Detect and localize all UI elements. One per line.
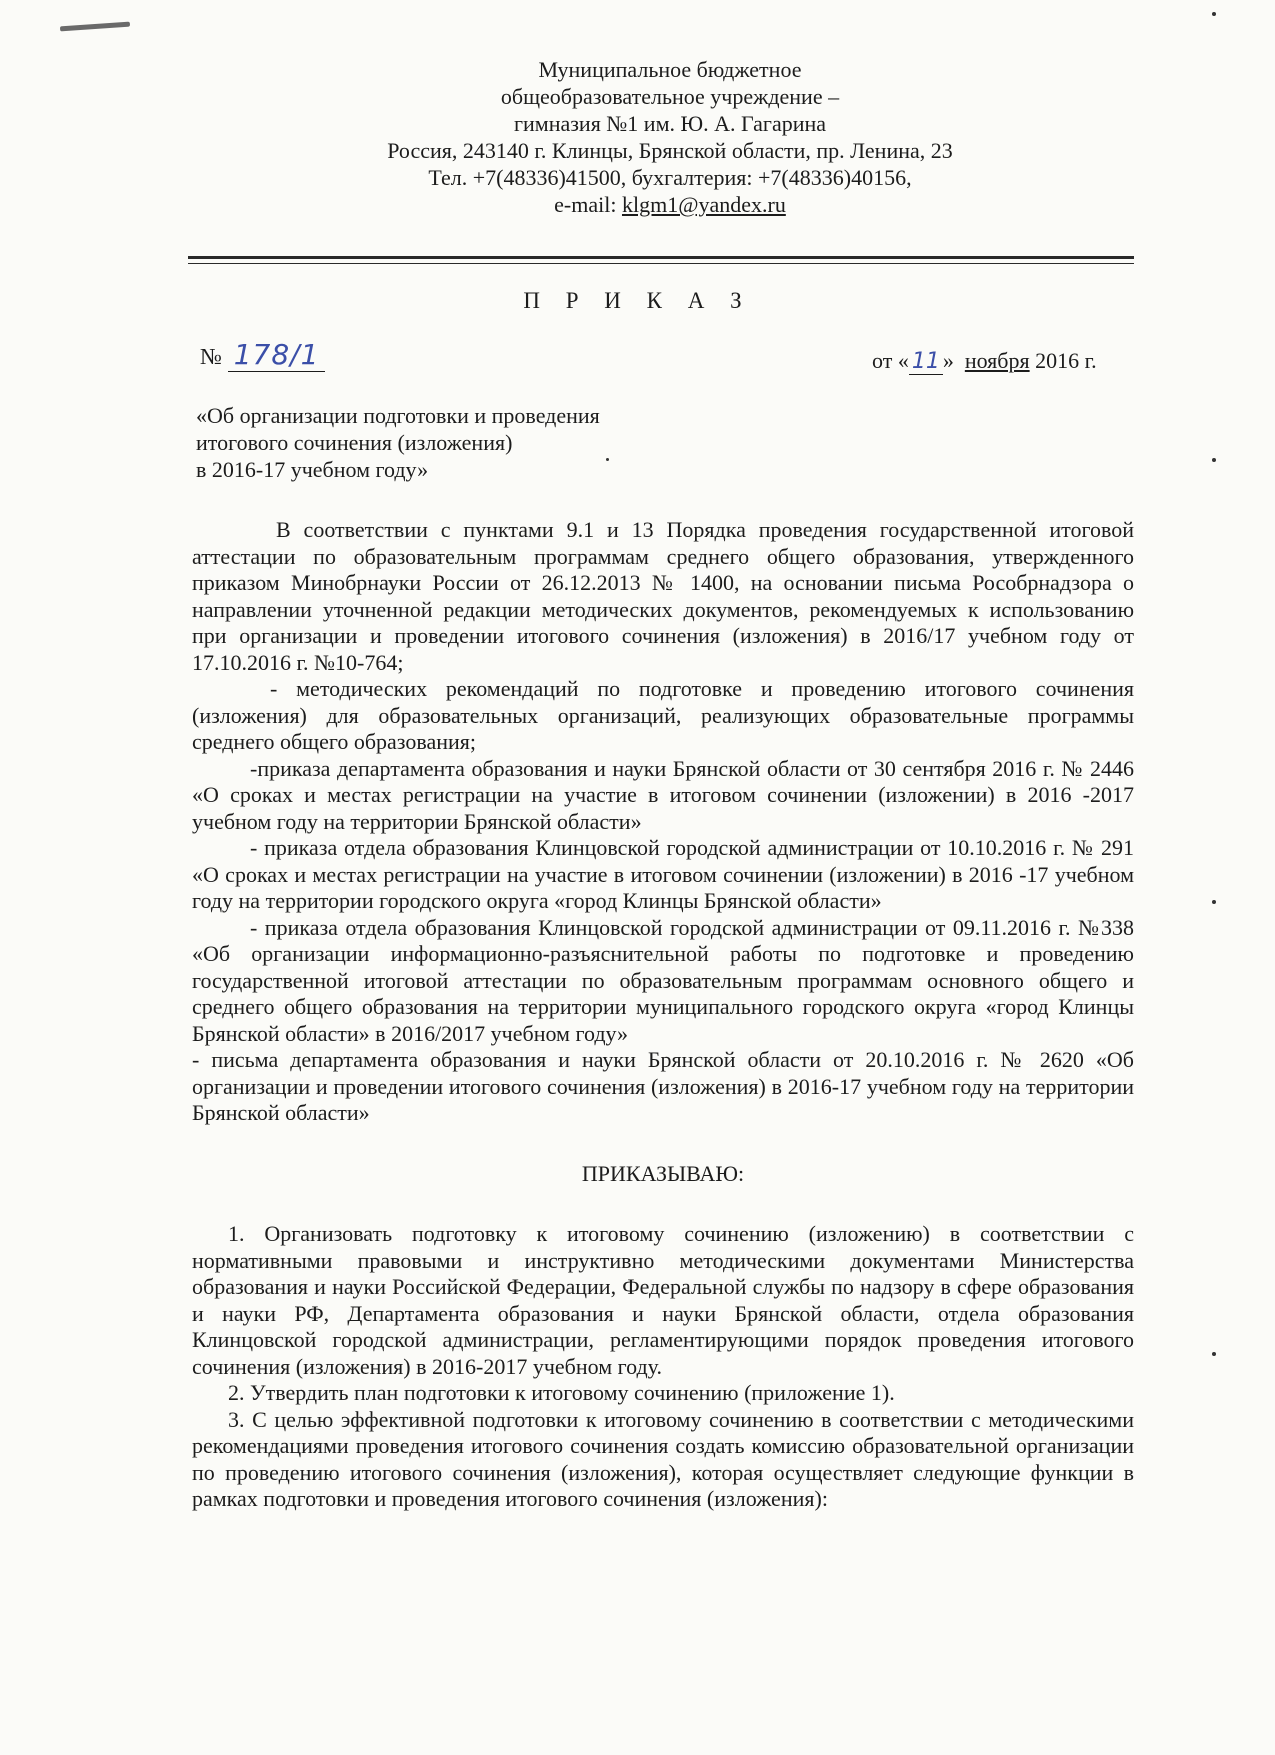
order-subject [196, 402, 756, 483]
order-item: 1. Организовать подготовку к итоговому сочинению (изложению) в соответствии с нормативными правовыми и инструктивно методическими документами Министерства образования и науки Российской Федерации, Федеральной службы по надзору в сфере образования и науки РФ, Департамента образования и науки Брянской области, отдела образования Клинцовской городской администрации, регламентирующими порядок проведения итогового сочинения (изложения) в 2016-2017 учебном году. [192, 1221, 1134, 1379]
subject-line: итогового сочинения (изложения) [196, 430, 513, 455]
date-day: 11 [909, 349, 943, 375]
subject-line: в 2016-17 учебном году» [196, 457, 429, 482]
subject-line: «Об организации подготовки и проведения [196, 403, 600, 428]
letterhead [330, 56, 1010, 218]
email-link[interactable]: klgm1@yandex.ru [621, 192, 786, 217]
letterhead-line: Муниципальное бюджетное [538, 57, 802, 82]
date-year: 2016 г. [1035, 348, 1097, 373]
header-divider-thick [188, 256, 1134, 259]
document-title: П Р И К А З [523, 288, 752, 313]
basis-paragraph: - приказа отдела образования Клинцовской городской администрации от 09.11.2016 г. №338 «Об организации информационно-разъяснительной работы по подготовке и проведению государственной итоговой аттестации по образовательным программам основного общего и среднего общего образования на территории муниципального городского округа «город Клинцы Брянской области» в 2016/2017 учебном году» [192, 914, 1134, 1046]
email-label: e-mail: [554, 192, 617, 217]
order-heading: ПРИКАЗЫВАЮ: [581, 1160, 745, 1186]
basis-paragraph: - методических рекомендаций по подготовке и проведению итогового сочинения (изложения) для образовательных организаций, реализующих образовательные программы среднего общего образования; [192, 676, 1134, 754]
order-date [872, 348, 1097, 374]
basis-paragraph: - приказа отдела образования Клинцовской городской администрации от 10.10.2016 г. № 291 «О сроках и местах регистрации на участие в итоговом сочинении (изложении) в 2016 -17 учебном году на территории городского округа «город Клинцы Брянской области» [192, 835, 1134, 913]
order-number [200, 338, 325, 371]
order-item: 3. С целью эффективной подготовки к итоговому сочинению в соответствии с методическими рекомендациями проведения итогового сочинения создать комиссию образовательной организации по проведению итогового сочинения (изложения), которая осуществляет следующие функции в рамках подготовки и проведения итогового сочинения (изложения): [192, 1406, 1134, 1511]
date-suffix: » [942, 348, 954, 373]
basis-paragraph: В соответствии с пунктами 9.1 и 13 Порядка проведения государственной итоговой аттестации по образовательным программам среднего общего образования, утвержденного приказом Минобрнауки России от 26.12.2013 № 1400, на основании письма Рособрнадзора о направлении уточненной редакции методических документов, рекомендуемых к использованию при организации и проведении итогового сочинения (изложения) в 2016/17 учебном году от 17.10.2016 г. №10-764; [192, 517, 1134, 675]
order-body [192, 517, 1134, 1513]
scan-dot [1212, 12, 1216, 16]
date-month: ноября [964, 348, 1030, 373]
scan-dot [1212, 900, 1216, 904]
letterhead-line: гимназия №1 им. Ю. А. Гагарина [513, 111, 827, 136]
basis-paragraph: -приказа департамента образования и науки Брянской области от 30 сентября 2016 г. № 2446 «О сроках и местах регистрации на участие в итоговом сочинении (изложении) в 2016 -2017 учебном году на территории Брянской области» [192, 755, 1134, 834]
number-label: № [200, 344, 222, 369]
scan-artifact [60, 22, 130, 32]
order-number-value: 178/1 [228, 338, 326, 372]
letterhead-line: общеобразовательное учреждение – [500, 84, 840, 109]
date-prefix: от « [872, 348, 909, 373]
letterhead-address: Россия, 243140 г. Клинцы, Брянской области, пр. Ленина, 23 [387, 138, 953, 163]
header-divider-thin [188, 263, 1134, 264]
scan-dot [1212, 1352, 1216, 1356]
order-item: 2. Утвердить план подготовки к итоговому сочинению (приложение 1). [228, 1380, 895, 1405]
scan-dot [1212, 458, 1216, 462]
basis-paragraph: - письма департамента образования и науки Брянской области от 20.10.2016 г. № 2620 «Об организации и проведении итогового сочинения (изложения) в 2016-17 учебном году на территории Брянской области» [192, 1047, 1134, 1125]
letterhead-phones: Тел. +7(48336)41500, бухгалтерия: +7(48336)40156, [428, 165, 912, 190]
letterhead-email-row [330, 191, 1010, 218]
